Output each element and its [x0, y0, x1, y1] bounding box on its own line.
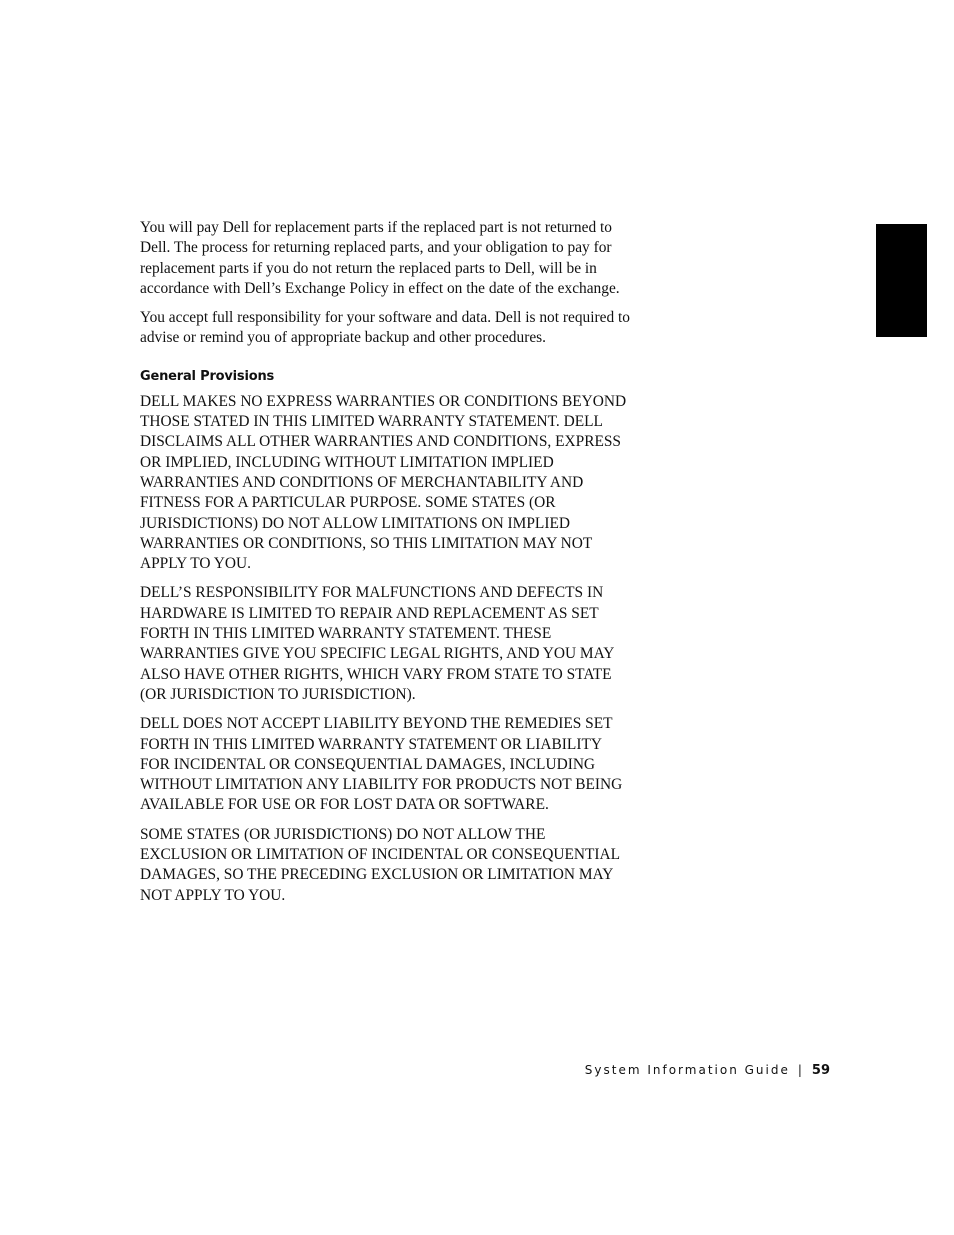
- page-footer: [585, 1061, 830, 1080]
- paragraph-hardware-responsibility: DELL’S RESPONSIBILITY FOR MALFUNCTIONS AND DEFECTS IN HARDWARE IS LIMITED TO REPAIR AND REPLACEMENT AS SET FORTH IN THIS LIMITED WARRANTY STATEMENT. THESE WARRANTIES GIVE YOU SPECIFIC LEGAL RIGHTS, AND YOU MAY ALSO HAVE OTHER RIGHTS, WHICH VARY FROM STATE TO STATE (OR JURISDICTION TO JURISDICTION).: [140, 584, 614, 703]
- page-content: [140, 218, 632, 915]
- paragraph-no-express-warranties: DELL MAKES NO EXPRESS WARRANTIES OR CONDITIONS BEYOND THOSE STATED IN THIS LIMITED WARRANTY STATEMENT. DELL DISCLAIMS ALL OTHER WARRANTIES AND CONDITIONS, EXPRESS OR IMPLIED, INCLUDING WITHOUT LIMITATION IMPLIED WARRANTIES AND CONDITIONS OF MERCHANTABILITY AND FITNESS FOR A PARTICULAR PURPOSE. SOME STATES (OR JURISDICTIONS) DO NOT ALLOW LIMITATIONS ON IMPLIED WARRANTIES OR CONDITIONS, SO THIS LIMITATION MAY NOT APPLY TO YOU.: [140, 392, 627, 573]
- paragraph-software-responsibility: You accept full responsibility for your software and data. Dell is not required to advise or remind you of appropriate backup and other procedures.: [140, 309, 630, 347]
- page-number: 59: [811, 1063, 830, 1078]
- footer-guide-title: System Information Guide: [584, 1063, 790, 1077]
- thumb-index-tab: [876, 224, 927, 337]
- section-heading-general-provisions: General Provisions: [140, 368, 275, 384]
- paragraph-replacement-parts: You will pay Dell for replacement parts if the replaced part is not returned to Dell. The process for returning replaced parts, and your obligation to pay for replacement parts if you do not return the replaced parts to Dell, will be in accordance with Dell’s Exchange Policy in effect on the date of the exchange.: [140, 219, 620, 297]
- paragraph-liability-limitation: DELL DOES NOT ACCEPT LIABILITY BEYOND THE REMEDIES SET FORTH IN THIS LIMITED WARRANTY STATEMENT OR LIABILITY FOR INCIDENTAL OR CONSEQUENTIAL DAMAGES, INCLUDING WITHOUT LIMITATION ANY LIABILITY FOR PRODUCTS NOT BEING AVAILABLE FOR USE OR FOR LOST DATA OR SOFTWARE.: [140, 715, 623, 814]
- footer-separator: |: [797, 1063, 802, 1077]
- paragraph-state-exclusions: SOME STATES (OR JURISDICTIONS) DO NOT ALLOW THE EXCLUSION OR LIMITATION OF INCIDENTAL OR CONSEQUENTIAL DAMAGES, SO THE PRECEDING EXCLUSION OR LIMITATION MAY NOT APPLY TO YOU.: [140, 825, 620, 904]
